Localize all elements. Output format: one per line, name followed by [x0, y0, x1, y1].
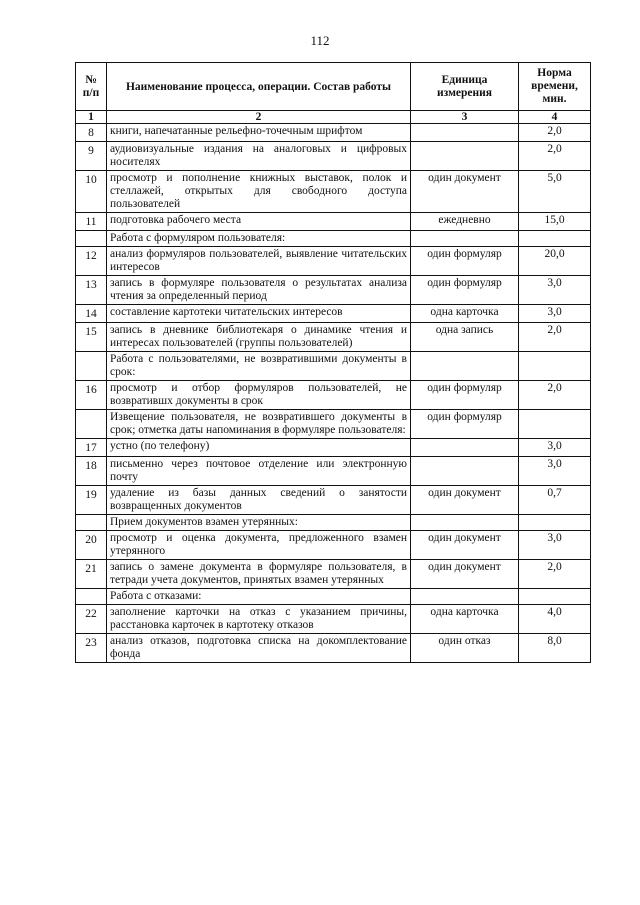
row-number-cell: 21: [76, 560, 107, 589]
row-number-cell: 17: [76, 439, 107, 457]
time-norm-cell: 20,0: [519, 247, 591, 276]
header-num: № п/п: [76, 63, 107, 111]
column-index-cell: 2: [107, 111, 411, 124]
unit-cell: [411, 124, 519, 142]
row-number-cell: 11: [76, 213, 107, 231]
row-number-cell: 16: [76, 381, 107, 410]
unit-cell: [411, 457, 519, 486]
unit-cell: [411, 515, 519, 531]
table-row: [76, 231, 591, 247]
row-number-cell: [76, 410, 107, 439]
time-norm-cell: 3,0: [519, 531, 591, 560]
table-row: [76, 605, 591, 634]
table-row: [76, 142, 591, 171]
table-row: [76, 276, 591, 305]
time-norm-cell: 5,0: [519, 171, 591, 213]
table-row: [76, 305, 591, 323]
unit-cell: ежедневно: [411, 213, 519, 231]
unit-cell: одна запись: [411, 323, 519, 352]
table-row: [76, 486, 591, 515]
operation-name-cell: Извещение пользователя, не возвратившего документы в срок; отметка даты напоминания в формуляре пользователя:: [107, 410, 411, 439]
table-row: [76, 247, 591, 276]
unit-cell: один документ: [411, 486, 519, 515]
unit-cell: один документ: [411, 560, 519, 589]
operation-name-cell: книги, напечатанные рельефно-точечным шрифтом: [107, 124, 411, 142]
row-number-cell: 15: [76, 323, 107, 352]
time-norm-cell: [519, 352, 591, 381]
operation-name-cell: подготовка рабочего места: [107, 213, 411, 231]
time-norm-cell: [519, 410, 591, 439]
operation-name-cell: аудиовизуальные издания на аналоговых и цифровых носителях: [107, 142, 411, 171]
time-norm-cell: 3,0: [519, 305, 591, 323]
time-norm-cell: 15,0: [519, 213, 591, 231]
operation-name-cell: письменно через почтовое отделение или электронную почту: [107, 457, 411, 486]
row-number-cell: 18: [76, 457, 107, 486]
operation-name-cell: Работа с формуляром пользователя:: [107, 231, 411, 247]
time-norm-cell: 4,0: [519, 605, 591, 634]
time-norm-cell: [519, 589, 591, 605]
column-index-row: [76, 111, 591, 124]
column-index-cell: 4: [519, 111, 591, 124]
row-number-cell: 9: [76, 142, 107, 171]
operation-name-cell: Прием документов взамен утерянных:: [107, 515, 411, 531]
header-row: [76, 63, 591, 111]
row-number-cell: [76, 515, 107, 531]
table-row: [76, 213, 591, 231]
unit-cell: один отказ: [411, 634, 519, 663]
table-row: [76, 531, 591, 560]
unit-cell: один формуляр: [411, 381, 519, 410]
header-unit: Единица измерения: [411, 63, 519, 111]
unit-cell: одна карточка: [411, 605, 519, 634]
row-number-cell: 12: [76, 247, 107, 276]
row-number-cell: 19: [76, 486, 107, 515]
operation-name-cell: просмотр и отбор формуляров пользователей, не возвратившх документы в срок: [107, 381, 411, 410]
row-number-cell: 20: [76, 531, 107, 560]
unit-cell: [411, 439, 519, 457]
operation-name-cell: запись в формуляре пользователя о результатах анализа чтения за определенный период: [107, 276, 411, 305]
table-row: [76, 410, 591, 439]
unit-cell: [411, 142, 519, 171]
operation-name-cell: просмотр и пополнение книжных выставок, полок и стеллажей, открытых для свободного доступа пользователей: [107, 171, 411, 213]
table-row: [76, 560, 591, 589]
unit-cell: [411, 589, 519, 605]
table-row: [76, 589, 591, 605]
column-index-cell: 3: [411, 111, 519, 124]
row-number-cell: 14: [76, 305, 107, 323]
table-row: [76, 439, 591, 457]
time-norm-cell: 2,0: [519, 142, 591, 171]
operation-name-cell: запись о замене документа в формуляре пользователя, в тетради учета документов, принятых взамен утерянных: [107, 560, 411, 589]
unit-cell: [411, 352, 519, 381]
table-row: [76, 171, 591, 213]
operation-name-cell: составление картотеки читательских интересов: [107, 305, 411, 323]
unit-cell: одна карточка: [411, 305, 519, 323]
header-name: Наименование процесса, операции. Состав работы: [107, 63, 411, 111]
time-norm-cell: 3,0: [519, 439, 591, 457]
header-norm: Норма времени, мин.: [519, 63, 591, 111]
time-norm-cell: 2,0: [519, 381, 591, 410]
time-norm-cell: 0,7: [519, 486, 591, 515]
row-number-cell: [76, 231, 107, 247]
row-number-cell: 22: [76, 605, 107, 634]
time-norm-cell: 3,0: [519, 457, 591, 486]
time-norm-cell: 2,0: [519, 560, 591, 589]
unit-cell: один документ: [411, 171, 519, 213]
time-norms-table: [75, 62, 591, 663]
operation-name-cell: анализ формуляров пользователей, выявление читательских интересов: [107, 247, 411, 276]
table-row: [76, 381, 591, 410]
operation-name-cell: анализ отказов, подготовка списка на докомплектование фонда: [107, 634, 411, 663]
row-number-cell: 10: [76, 171, 107, 213]
time-norm-cell: 8,0: [519, 634, 591, 663]
table-row: [76, 515, 591, 531]
operation-name-cell: устно (по телефону): [107, 439, 411, 457]
table-row: [76, 323, 591, 352]
operation-name-cell: просмотр и оценка документа, предложенного взамен утерянного: [107, 531, 411, 560]
unit-cell: один формуляр: [411, 410, 519, 439]
row-number-cell: 8: [76, 124, 107, 142]
time-norm-cell: 3,0: [519, 276, 591, 305]
unit-cell: один формуляр: [411, 247, 519, 276]
operation-name-cell: заполнение карточки на отказ с указанием причины, расстановка карточек в картотеку отказов: [107, 605, 411, 634]
time-norm-cell: [519, 231, 591, 247]
row-number-cell: 13: [76, 276, 107, 305]
time-norm-cell: 2,0: [519, 323, 591, 352]
page-number: 112: [310, 33, 330, 48]
column-index-cell: 1: [76, 111, 107, 124]
unit-cell: [411, 231, 519, 247]
operation-name-cell: Работа с пользователями, не возвратившими документы в срок:: [107, 352, 411, 381]
operation-name-cell: Работа с отказами:: [107, 589, 411, 605]
table-row: [76, 124, 591, 142]
unit-cell: один документ: [411, 531, 519, 560]
table-row: [76, 352, 591, 381]
time-norm-cell: [519, 515, 591, 531]
operation-name-cell: удаление из базы данных сведений о занятости возвращенных документов: [107, 486, 411, 515]
time-norm-cell: 2,0: [519, 124, 591, 142]
row-number-cell: 23: [76, 634, 107, 663]
unit-cell: один формуляр: [411, 276, 519, 305]
table-row: [76, 457, 591, 486]
operation-name-cell: запись в дневнике библиотекаря о динамике чтения и интересах пользователей (группы пользователей): [107, 323, 411, 352]
row-number-cell: [76, 352, 107, 381]
row-number-cell: [76, 589, 107, 605]
table-row: [76, 634, 591, 663]
